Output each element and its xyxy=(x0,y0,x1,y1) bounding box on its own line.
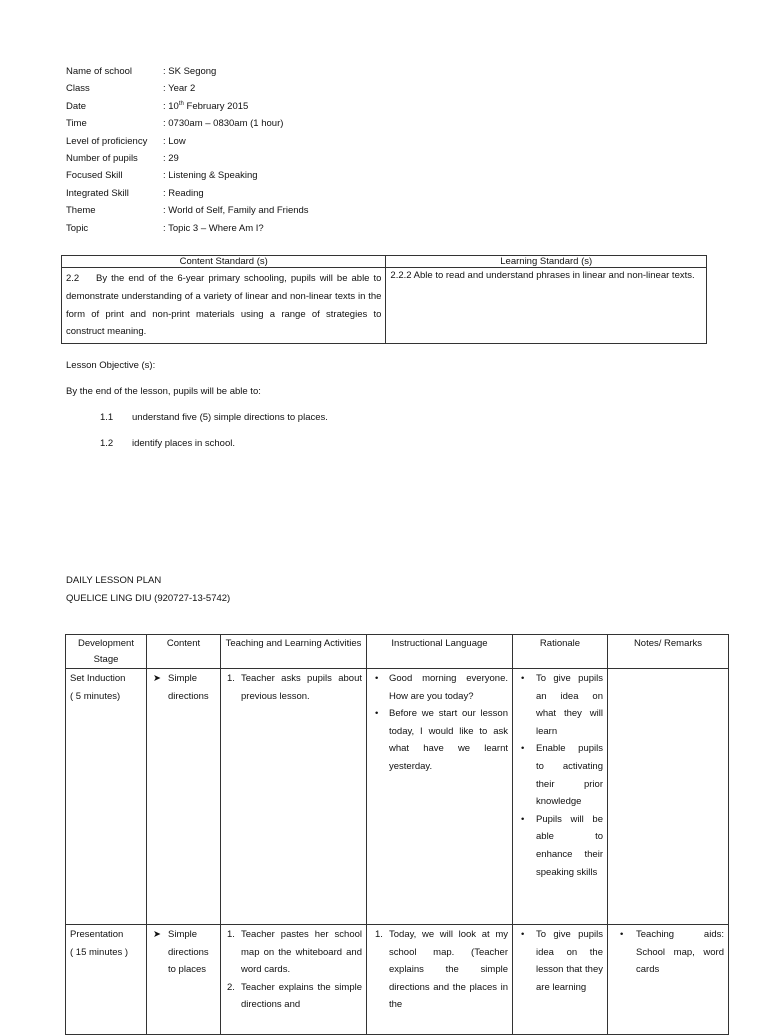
info-label: Class xyxy=(66,83,90,95)
info-label: Focused Skill xyxy=(66,170,123,182)
arrow-bullet-icon: ➤ xyxy=(153,673,161,684)
header-content: Content xyxy=(147,635,221,669)
stage-cell xyxy=(66,669,147,925)
activity-text: Teacher asks pupils about previous lesson. xyxy=(241,673,362,702)
info-value: : Reading xyxy=(163,187,204,199)
info-value: : 29 xyxy=(163,152,179,164)
info-label: Topic xyxy=(66,222,89,234)
bullet-icon: • xyxy=(521,673,525,684)
notes-cell xyxy=(608,669,729,925)
rationale-text: Pupils will be able to enhance their speaking skills xyxy=(536,813,603,878)
rationale-cell xyxy=(513,669,608,925)
notes-text: Teaching aids: School map, word cards xyxy=(636,929,724,976)
objective-item xyxy=(100,412,328,423)
language-text: Before we start our lesson today, I would like to ask what have we learnt yesterday. xyxy=(389,708,508,772)
activities-cell: 1. Teacher pastes her school map on the whiteboard and word cards. 2. Teacher explains the simple directions and xyxy=(221,925,367,1035)
stage-cell xyxy=(66,925,147,1035)
notes-cell xyxy=(608,925,729,1035)
info-value: : World of Self, Family and Friends xyxy=(163,205,309,217)
content-standard-cell xyxy=(62,268,386,344)
bullet-icon: • xyxy=(521,813,525,825)
header-notes: Notes/ Remarks xyxy=(608,635,729,669)
learning-standard-cell: 2.2.2 Able to read and understand phrases in linear and non-linear texts. xyxy=(386,268,707,344)
stage-name: Presentation xyxy=(70,929,124,940)
rationale-cell xyxy=(513,925,608,1035)
language-cell: 1. Today, we will look at my school map. (Teacher explains the simple directions and the places in the xyxy=(367,925,513,1035)
lesson-plan-table xyxy=(65,634,729,1035)
stage-name: Set Induction xyxy=(70,673,126,684)
content-standard-header: Content Standard (s) xyxy=(62,256,386,268)
rationale-text: To give pupils idea on the lesson that they are learning xyxy=(536,929,603,993)
content-text: Simple directions xyxy=(168,673,209,702)
bullet-icon: • xyxy=(375,708,379,720)
info-value: : SK Segong xyxy=(163,66,217,77)
objectives-intro: By the end of the lesson, pupils will be able to: xyxy=(66,386,261,397)
info-value: : Year 2 xyxy=(163,83,196,95)
content-standard-number: 2.2 xyxy=(66,273,80,284)
info-label: Level of proficiency xyxy=(66,135,148,147)
stage-duration: ( 15 minutes ) xyxy=(70,946,129,958)
content-cell xyxy=(147,925,221,1035)
table-row xyxy=(66,669,729,925)
bullet-icon: • xyxy=(620,929,624,940)
content-text: Simple directions to places xyxy=(168,929,209,976)
info-label: Theme xyxy=(66,205,96,217)
objective-item xyxy=(100,438,235,449)
header-activities: Teaching and Learning Activities xyxy=(221,635,367,669)
info-label: Date xyxy=(66,100,87,112)
rationale-text: To give pupils an idea on what they will learn xyxy=(536,673,603,737)
bullet-icon: • xyxy=(521,743,525,755)
content-standard-text: By the end of the 6-year primary schooling, pupils will be able to demonstrate understanding of a variety of linear and non-linear texts in the form of print and non-print materials using a range of strategies to construct meaning. xyxy=(66,273,382,338)
info-value: : Topic 3 – Where Am I? xyxy=(163,222,264,234)
objective-text: understand five (5) simple directions to places. xyxy=(132,412,328,423)
info-value: : Low xyxy=(163,135,186,147)
objective-number: 1.2 xyxy=(100,438,114,449)
activity-text: Teacher pastes her school map on the whiteboard and word cards. xyxy=(241,929,362,976)
header-instructional-language: Instructional Language xyxy=(367,635,513,669)
bullet-icon: • xyxy=(375,673,379,684)
objectives-title: Lesson Objective (s): xyxy=(66,360,156,371)
standards-table xyxy=(61,255,707,344)
info-value: : Listening & Speaking xyxy=(163,170,258,182)
stage-duration: ( 5 minutes) xyxy=(70,690,121,702)
info-label: Time xyxy=(66,118,87,130)
info-label: Number of pupils xyxy=(66,152,138,164)
info-value: : 0730am – 0830am (1 hour) xyxy=(163,118,284,130)
activities-cell: 1. Teacher asks pupils about previous lesson. xyxy=(221,669,367,925)
author-line: QUELICE LING DIU (920727-13-5742) xyxy=(66,593,231,604)
info-label: Name of school xyxy=(66,66,133,77)
info-label: Integrated Skill xyxy=(66,187,129,199)
info-value: : 10th February 2015 xyxy=(163,100,249,112)
language-text: Good morning everyone. How are you today? xyxy=(389,673,508,702)
objective-number: 1.1 xyxy=(100,412,114,423)
header-development-stage: Development Stage xyxy=(66,635,147,669)
activity-text: Teacher explains the simple directions and xyxy=(241,981,362,1011)
plan-title: DAILY LESSON PLAN xyxy=(66,575,162,586)
language-cell xyxy=(367,669,513,925)
arrow-bullet-icon: ➤ xyxy=(153,929,161,940)
content-cell xyxy=(147,669,221,925)
rationale-text: Enable pupils to activating their prior knowledge xyxy=(536,743,603,808)
header-rationale: Rationale xyxy=(513,635,608,669)
table-row xyxy=(66,925,729,1035)
objective-text: identify places in school. xyxy=(132,438,235,449)
language-text: Today, we will look at my school map. (Teacher explains the simple directions and the places in the xyxy=(389,929,508,1011)
bullet-icon: • xyxy=(521,929,525,940)
learning-standard-header: Learning Standard (s) xyxy=(386,256,707,268)
